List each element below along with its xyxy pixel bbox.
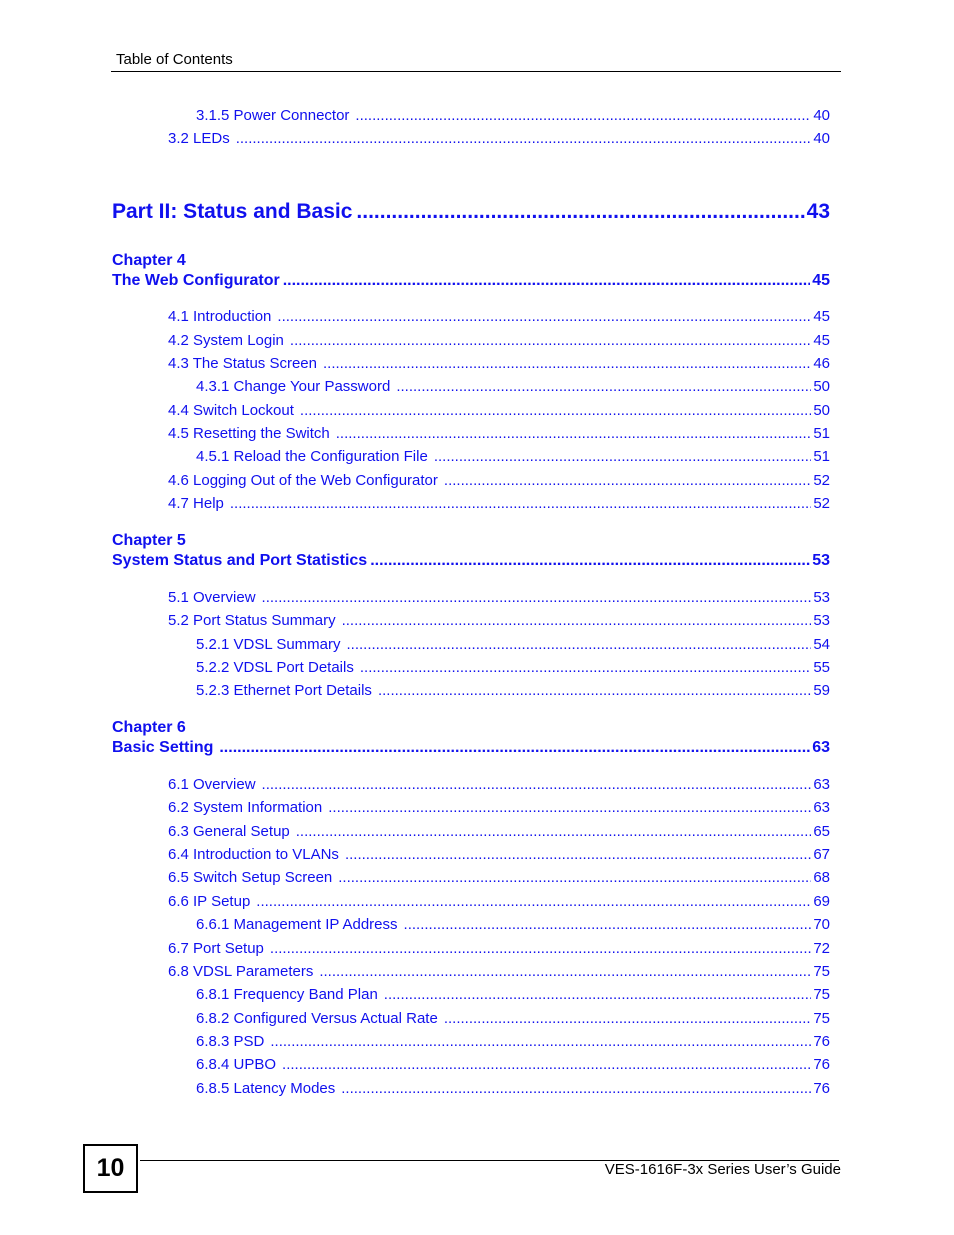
toc-entry-page: 51 xyxy=(813,448,830,465)
toc-entry-label: 5.1 Overview xyxy=(168,589,256,606)
toc-entry-label: 4.2 System Login xyxy=(168,332,284,349)
leader-dots xyxy=(270,1033,811,1050)
leader-dots xyxy=(355,107,811,124)
leader-dots xyxy=(356,200,804,224)
toc-entry-page: 52 xyxy=(813,472,830,489)
toc-entry[interactable] xyxy=(168,940,830,960)
running-header: Table of Contents xyxy=(116,51,233,68)
toc-entry-label: 6.2 System Information xyxy=(168,799,323,816)
leader-dots xyxy=(256,893,811,910)
toc-entry-page: 53 xyxy=(813,612,830,629)
chapter-label: Chapter 5 xyxy=(112,532,186,549)
leader-dots xyxy=(323,355,811,372)
footer-guide-title: VES-1616F-3x Series User’s Guide xyxy=(604,1161,841,1178)
leader-dots xyxy=(277,308,811,325)
chapter-page: 53 xyxy=(812,552,830,569)
toc-entry[interactable] xyxy=(168,776,830,796)
leader-dots xyxy=(396,378,811,395)
toc-entry[interactable] xyxy=(168,332,830,352)
chapter-page: 63 xyxy=(812,739,830,756)
toc-entry[interactable] xyxy=(196,107,830,127)
leader-dots xyxy=(370,552,810,570)
toc-entry-page: 50 xyxy=(813,378,830,395)
toc-entry-label: 4.6 Logging Out of the Web Configurator xyxy=(168,472,438,489)
toc-entry[interactable] xyxy=(168,402,830,422)
chapter-label: Chapter 6 xyxy=(112,719,186,736)
toc-entry-label: 4.5.1 Reload the Configuration File xyxy=(196,448,428,465)
toc-entry-label: 6.6.1 Management IP Address xyxy=(196,916,398,933)
toc-entry[interactable] xyxy=(168,823,830,843)
leader-dots xyxy=(384,986,812,1003)
toc-entry[interactable] xyxy=(196,1056,830,1076)
toc-entry-label: 6.4 Introduction to VLANs xyxy=(168,846,339,863)
chapter-title: System Status and Port Statistics xyxy=(112,552,368,569)
toc-entry[interactable] xyxy=(196,986,830,1006)
toc-entry-label: 5.2 Port Status Summary xyxy=(168,612,336,629)
toc-entry-page: 45 xyxy=(813,332,830,349)
toc-entry-page: 50 xyxy=(813,402,830,419)
toc-entry[interactable] xyxy=(168,495,830,515)
toc-entry[interactable] xyxy=(196,378,830,398)
toc-entry-page: 68 xyxy=(813,869,830,886)
leader-dots xyxy=(283,272,811,290)
toc-entry[interactable] xyxy=(168,130,830,150)
toc-entry-label: 3.2 LEDs xyxy=(168,130,230,147)
chapter-label: Chapter 4 xyxy=(112,252,186,269)
toc-entry-label: 5.2.3 Ethernet Port Details xyxy=(196,682,372,699)
toc-entry-page: 52 xyxy=(813,495,830,512)
leader-dots xyxy=(338,869,811,886)
toc-entry[interactable] xyxy=(168,355,830,375)
leader-dots xyxy=(360,659,811,676)
toc-entry-page: 75 xyxy=(813,963,830,980)
toc-entry-label: 4.7 Help xyxy=(168,495,224,512)
toc-entry-page: 55 xyxy=(813,659,830,676)
part-page: 43 xyxy=(806,200,830,223)
leader-dots xyxy=(444,1010,811,1027)
part-title: Part II: Status and Basic xyxy=(112,200,353,223)
leader-dots xyxy=(219,739,810,757)
toc-entry[interactable] xyxy=(168,846,830,866)
page-number: 10 xyxy=(83,1144,138,1193)
toc-entry-label: 4.4 Switch Lockout xyxy=(168,402,294,419)
toc-entry[interactable] xyxy=(196,682,830,702)
toc-entry[interactable] xyxy=(196,448,830,468)
leader-dots xyxy=(300,402,811,419)
toc-entry-page: 65 xyxy=(813,823,830,840)
leader-dots xyxy=(342,612,812,629)
toc-entry-label: 5.2.2 VDSL Port Details xyxy=(196,659,354,676)
toc-entry-label: 6.8.1 Frequency Band Plan xyxy=(196,986,378,1003)
toc-entry-label: 6.8.2 Configured Versus Actual Rate xyxy=(196,1010,438,1027)
toc-chapter-title[interactable] xyxy=(112,552,830,574)
toc-entry[interactable] xyxy=(168,963,830,983)
toc-entry-label: 6.8.5 Latency Modes xyxy=(196,1080,336,1097)
leader-dots xyxy=(236,130,812,147)
toc-chapter-title[interactable] xyxy=(112,272,830,294)
toc-entry-label: 3.1.5 Power Connector xyxy=(196,107,350,124)
toc-entry-page: 46 xyxy=(813,355,830,372)
toc-entry[interactable] xyxy=(168,308,830,328)
toc-chapter-title[interactable] xyxy=(112,739,830,761)
leader-dots xyxy=(270,940,811,957)
toc-entry-page: 63 xyxy=(813,776,830,793)
leader-dots xyxy=(434,448,812,465)
leader-dots xyxy=(404,916,812,933)
leader-dots xyxy=(262,776,812,793)
header-divider xyxy=(111,71,841,72)
toc-entry[interactable] xyxy=(196,1033,830,1053)
toc-entry-page: 75 xyxy=(813,986,830,1003)
toc-entry-page: 76 xyxy=(813,1080,830,1097)
leader-dots xyxy=(290,332,811,349)
toc-entry-page: 70 xyxy=(813,916,830,933)
leader-dots xyxy=(341,1080,811,1097)
toc-entry[interactable] xyxy=(196,1010,830,1030)
toc-entry-page: 75 xyxy=(813,1010,830,1027)
toc-entry[interactable] xyxy=(196,636,830,656)
toc-entry[interactable] xyxy=(168,869,830,889)
chapter-title: The Web Configurator xyxy=(112,272,280,289)
toc-entry[interactable] xyxy=(196,1080,830,1100)
leader-dots xyxy=(328,799,811,816)
toc-entry-label: 5.2.1 VDSL Summary xyxy=(196,636,341,653)
toc-entry[interactable] xyxy=(168,799,830,819)
toc-entry-label: 4.3 The Status Screen xyxy=(168,355,317,372)
toc-entry-page: 76 xyxy=(813,1056,830,1073)
toc-entry-label: 6.8.3 PSD xyxy=(196,1033,265,1050)
toc-entry-label: 4.5 Resetting the Switch xyxy=(168,425,330,442)
chapter-page: 45 xyxy=(812,272,830,289)
leader-dots xyxy=(262,589,812,606)
toc-entry[interactable] xyxy=(168,612,830,632)
leader-dots xyxy=(444,472,811,489)
toc-entry[interactable] xyxy=(168,589,830,609)
toc-part-heading[interactable] xyxy=(112,200,830,228)
chapter-title: Basic Setting xyxy=(112,739,214,756)
toc-entry-label: 4.1 Introduction xyxy=(168,308,272,325)
toc-entry-label: 6.7 Port Setup xyxy=(168,940,264,957)
toc-entry-page: 45 xyxy=(813,308,830,325)
toc-entry-page: 40 xyxy=(813,107,830,124)
leader-dots xyxy=(347,636,812,653)
toc-entry-page: 72 xyxy=(813,940,830,957)
toc-entry-page: 40 xyxy=(813,130,830,147)
toc-entry-page: 67 xyxy=(813,846,830,863)
toc-entry-label: 4.3.1 Change Your Password xyxy=(196,378,391,395)
leader-dots xyxy=(296,823,812,840)
leader-dots xyxy=(378,682,811,699)
leader-dots xyxy=(336,425,812,442)
toc-entry-label: 6.6 IP Setup xyxy=(168,893,251,910)
toc-entry[interactable] xyxy=(196,659,830,679)
toc-entry-label: 6.5 Switch Setup Screen xyxy=(168,869,333,886)
toc-entry[interactable] xyxy=(196,916,830,936)
toc-entry-page: 53 xyxy=(813,589,830,606)
toc-entry-page: 51 xyxy=(813,425,830,442)
toc-entry-page: 54 xyxy=(813,636,830,653)
toc-entry-label: 6.3 General Setup xyxy=(168,823,290,840)
toc-entry-page: 59 xyxy=(813,682,830,699)
leader-dots xyxy=(282,1056,811,1073)
toc-entry[interactable] xyxy=(168,472,830,492)
leader-dots xyxy=(230,495,811,512)
toc-entry-page: 63 xyxy=(813,799,830,816)
toc-entry-page: 69 xyxy=(813,893,830,910)
toc-entry-page: 76 xyxy=(813,1033,830,1050)
leader-dots xyxy=(319,963,811,980)
toc-entry-label: 6.1 Overview xyxy=(168,776,256,793)
toc-entry-label: 6.8.4 UPBO xyxy=(196,1056,277,1073)
leader-dots xyxy=(345,846,811,863)
toc-entry[interactable] xyxy=(168,893,830,913)
toc-entry[interactable] xyxy=(168,425,830,445)
toc-entry-label: 6.8 VDSL Parameters xyxy=(168,963,314,980)
